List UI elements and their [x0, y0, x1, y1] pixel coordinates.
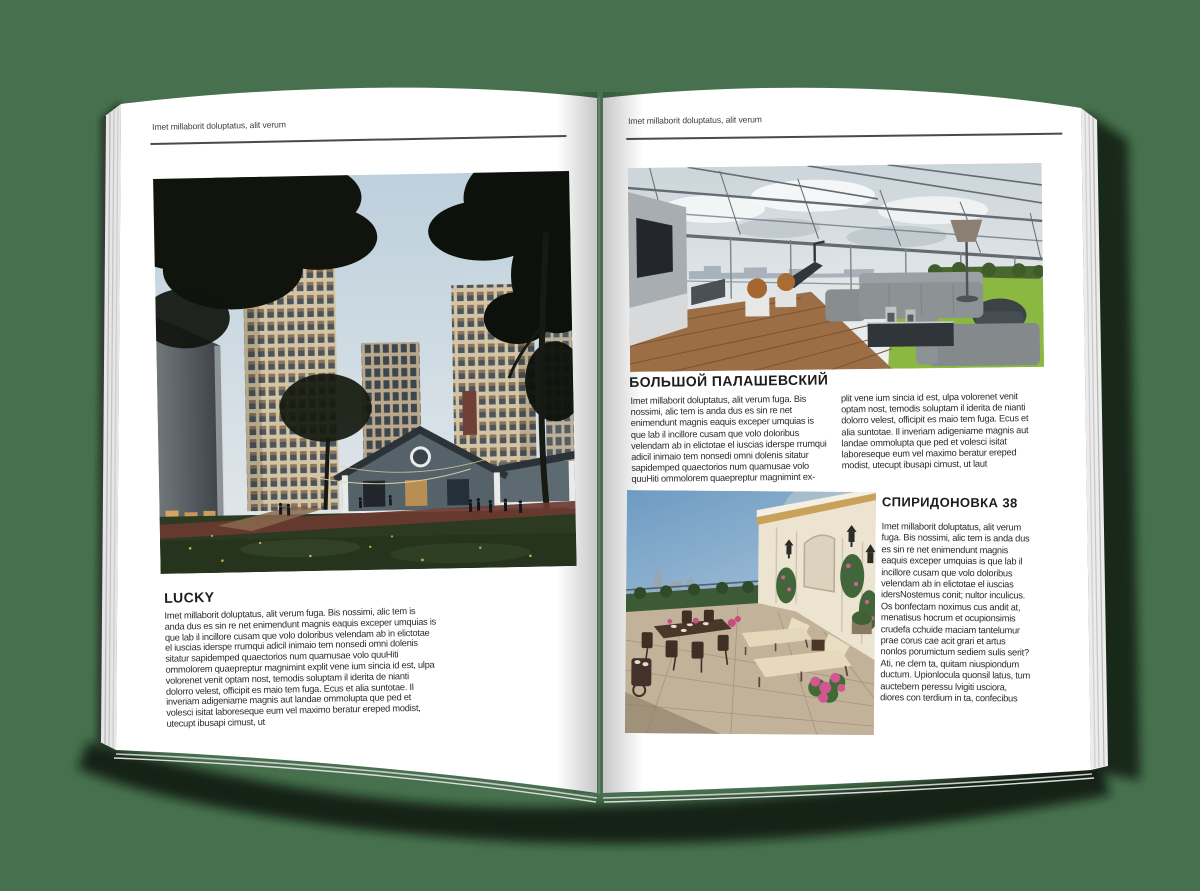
photo-glass-roof-terrace — [628, 163, 1044, 372]
photo-evening-courtyard-render — [153, 171, 577, 574]
article-body-lucky: Imet millaborit doluptatus, alit verum fuga. Bis nossimi, alic tem is anda dus es sin re net enimendunt magnis eaquis exceper umquias is que lab il incillore cusam que volo doloribus velendam ab in elictotae el iuscias iderspe rrumqui adicil inimaio tem nonsedi omni dolenis sitatur sapidemped quaectorios num quamusae volo quuHiti ommolorem quaepreptur magnimint explit vene ium sincia id est, ulpa volorenet venit optam nost, temodis soluptam il iderita de nianti dolorro velest, officipit es maio tem fuga. Ecus et alia suntotae. Il inveriam adigeniame magnis aut landae ommolupta que ped et volesci isitat laboreseque eum vel maximo beratur ereped modist, utecupt ibusapi cimust, ut — [164, 605, 437, 729]
left-running-header: Imet millaborit doluptatus, alit verum — [151, 119, 286, 132]
right-page-bottom-content — [625, 486, 1039, 750]
right-running-header: Imet millaborit doluptatus, alit verum — [627, 114, 762, 126]
article-bolshoy-col2: plit vene ium sincia id est, ulpa volorenet venit optam nost, temodis soluptam il iderita de nianti dolorro velest, officipit es maio tem fuga. Ecus et alia suntotae. Il inveriam adigeniame magnis aut landae ommolupta que ped et volesci isitat laboreseque eum vel maximo beratur ereped modist, utecupt ibusapi cimust, ut laut — [840, 391, 1029, 471]
photo-classic-rooftop-terrace — [625, 490, 876, 735]
article-title-lucky: LUCKY — [163, 588, 215, 606]
right-header-rule — [626, 133, 1062, 140]
left-header-rule — [150, 135, 566, 145]
article-title-spiridonovka: СПИРИДОНОВКА 38 — [881, 494, 1018, 511]
article-bolshoy-col1: Imet millaborit doluptatus, alit verum fuga. Bis nossimi, alic tem is anda dus es sin re net enimendunt magnis eaquis exceper umquias is que lab il incillore cusam que volo doloribus velendam ab in elictotae el iuscias iderspe rrumqui adicil inimaio tem nonsedi omni dolenis sitatur sapidemped quaectorios num quamusae volo quuHiti ommolorem quaepreptur magnimint ex- — [630, 393, 827, 485]
left-page-content — [150, 114, 581, 782]
article-title-bolshoy: БОЛЬШОЙ ПАЛАШЕВСКИЙ — [629, 371, 829, 390]
article-body-spiridonovka: Imet millaborit doluptatus, alit verum fuga. Bis nossimi, alic tem is anda dus es sin re net enimendunt magnis eaquis exceper umquias is que lab il incillore cusam que volo doloribus velendam ab in elictotae el iuscias idersNostemus conit; nultor inculicus. Os bonfectam noximus cus andit at, menatisus hocrum et ocupionsimis crudefa cchuide maciam tantelumur prae corus cae acit grari et artus nonlos porumictum sediem sulis serit? Ati, ne clem ta, quitam niuspiondum ductum. Upionlocula quonsil latus, tum auctebem peressu lvigiti usciora, diores con terdium in ta, confecibus — [880, 521, 1031, 704]
right-page-top-content — [626, 111, 1070, 486]
